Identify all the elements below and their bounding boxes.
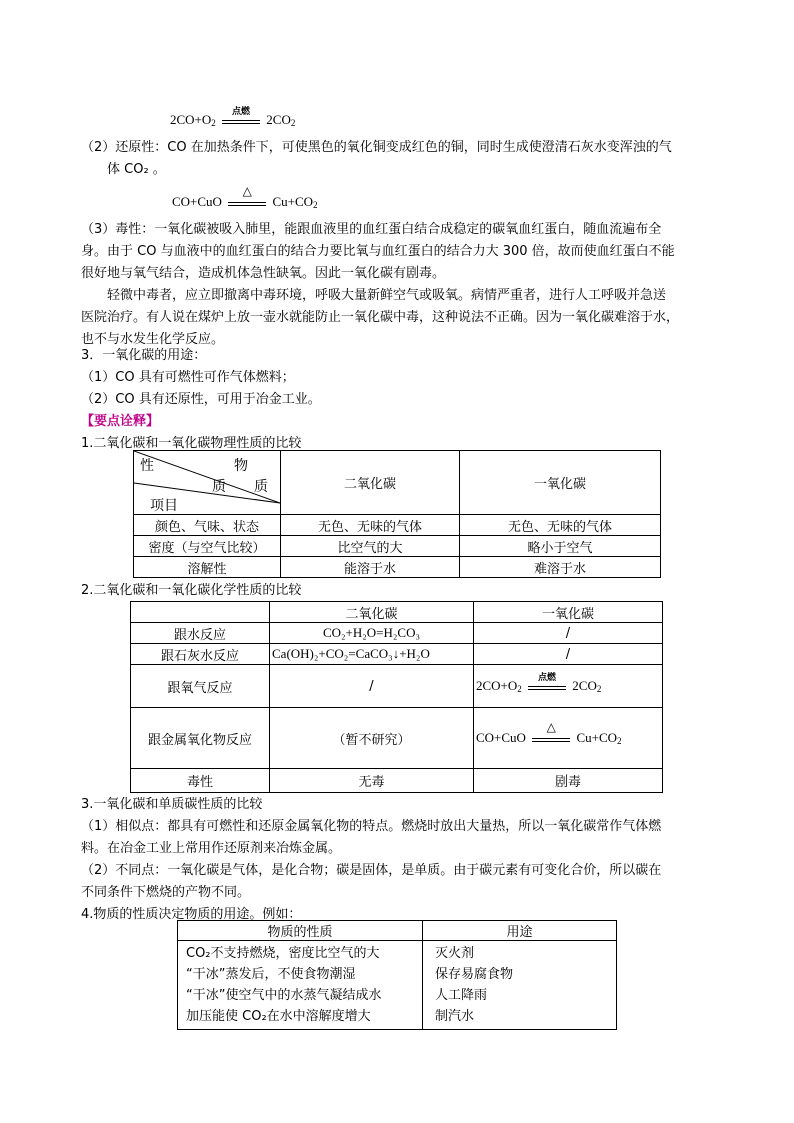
section3-heading: 3.一氧化碳和单质碳性质的比较 bbox=[81, 797, 263, 812]
property-use-table bbox=[177, 920, 617, 1030]
table-row: CO₂不支持燃烧，密度比空气的大 “干冰”蒸发后，不使食物潮湿 “干冰”使空气中的水蒸气凝结成水 加压能使 CO₂在水中溶解度增大 灭火剂 保存易腐食物 人工降雨 制汽水 bbox=[178, 941, 617, 1030]
table-row: 颜色、气味、状态 无色、无味的气体 无色、无味的气体 bbox=[134, 515, 661, 536]
diagonal-header-cell: 性 物 质 质 项目 bbox=[134, 451, 281, 515]
col-header-use: 用途 bbox=[423, 921, 617, 941]
co-vs-carbon-section: 3.一氧化碳和单质碳性质的比较 （1）相似点：都具有可燃性和还原金属氧化物的特点。燃烧时放出大量热，所以一氧化碳常作气体燃 料。在冶金工业上常用作还原剂来冶炼金属。 （2）不同点：一氧化碳是气体，是化合物；碳是固体，是单质。由于碳元素有可变化合价，所以碳在 不同条件下燃烧的产物不同。 4.物质的性质决定物质的用途。例如： bbox=[81, 794, 721, 926]
table1-heading: 1.二氧化碳和一氧化碳物理性质的比较 bbox=[81, 436, 302, 451]
keypoints-label: 【要点诠释】 bbox=[81, 414, 160, 429]
table-row: 跟氧气反应 / $2CO+O_2$ 点燃 $2CO_2$ bbox=[131, 665, 663, 708]
co-uses-section: 3．一氧化碳的用途： （1）CO 具有可燃性可作气体燃料； （2）CO 具有还原性，可用于冶金工业。 【要点诠释】 1.二氧化碳和一氧化碳物理性质的比较 bbox=[81, 345, 721, 455]
col-header-property: 物质的性质 bbox=[178, 921, 423, 941]
equation-co-combustion: $2CO+O_2$ 点燃 $2CO_2$ bbox=[170, 106, 296, 128]
equation-co-combustion: $2CO+O_2$ 点燃 $2CO_2$ bbox=[474, 665, 663, 708]
table-row: 跟石灰水反应 Ca(OH)₂+CO₂=CaCO₃↓+H₂O / bbox=[131, 644, 663, 665]
col-header-co2: 二氧化碳 bbox=[270, 602, 474, 623]
reducibility-paragraph: （2）还原性：CO 在加热条件下，可使黑色的氧化铜变成红色的铜，同时生成使澄清石灰水变浑浊的气 体 CO₂ 。 bbox=[81, 140, 672, 177]
col-header-co: 一氧化碳 bbox=[460, 451, 661, 515]
equation-co-cuo: CO+CuO △ $Cu+CO_2$ bbox=[474, 708, 663, 769]
reaction-condition-bar bbox=[222, 106, 260, 126]
heat-symbol: △ bbox=[242, 184, 252, 199]
equation-co-cuo: CO+CuO △ $Cu+CO_2$ bbox=[172, 184, 318, 210]
condition-label: 点燃 bbox=[232, 106, 251, 117]
table-row: 跟金属氧化物反应 （暂不研究） CO+CuO △ $Cu+CO_2$ bbox=[131, 708, 663, 769]
reaction-condition-bar: 点燃 bbox=[528, 682, 566, 692]
col-header-co: 一氧化碳 bbox=[474, 602, 663, 623]
col-header-co2: 二氧化碳 bbox=[281, 451, 460, 515]
table3-heading: 4.物质的性质决定物质的用途。例如： bbox=[81, 907, 302, 922]
table-row: 溶解性 能溶于水 难溶于水 bbox=[134, 557, 661, 578]
uses-heading: 3．一氧化碳的用途： bbox=[81, 348, 207, 363]
chemical-properties-table bbox=[130, 601, 663, 793]
table2-heading: 2.二氧化碳和一氧化碳化学性质的比较 bbox=[81, 583, 302, 598]
table-row: 毒性 无毒 剧毒 bbox=[131, 769, 663, 793]
table-row: 密度（与空气比较） 比空气的大 略小于空气 bbox=[134, 536, 661, 557]
reaction-condition-bar bbox=[228, 184, 266, 208]
toxicity-paragraph: （3）毒性：一氧化碳被吸入肺里，能跟血液里的血红蛋白结合成稳定的碳氧血红蛋白，随血流遍布全 身。由于 CO 与血液中的血红蛋白的结合力要比氧与血红蛋白的结合力大 300 倍，故而使血红蛋白不能 很好地与氧气结合，造成机体急性缺氧。因此一氧化碳有剧毒。 轻微中毒者，应立即撤离中毒环境，呼吸大量新鲜空气或吸氧。病情严重者，进行人工呼吸并急送 医院治疗。有人说在煤炉上放一壶水就能防止一氧化碳中毒，这种说法不正确。因为一氧化碳难溶于水， 也不与水发生化学反应。 bbox=[81, 222, 680, 347]
table-row: 跟水反应 CO₂+H₂O=H₂CO₃ / bbox=[131, 623, 663, 644]
physical-properties-table bbox=[133, 450, 661, 578]
reaction-condition-bar: △ bbox=[532, 734, 570, 744]
